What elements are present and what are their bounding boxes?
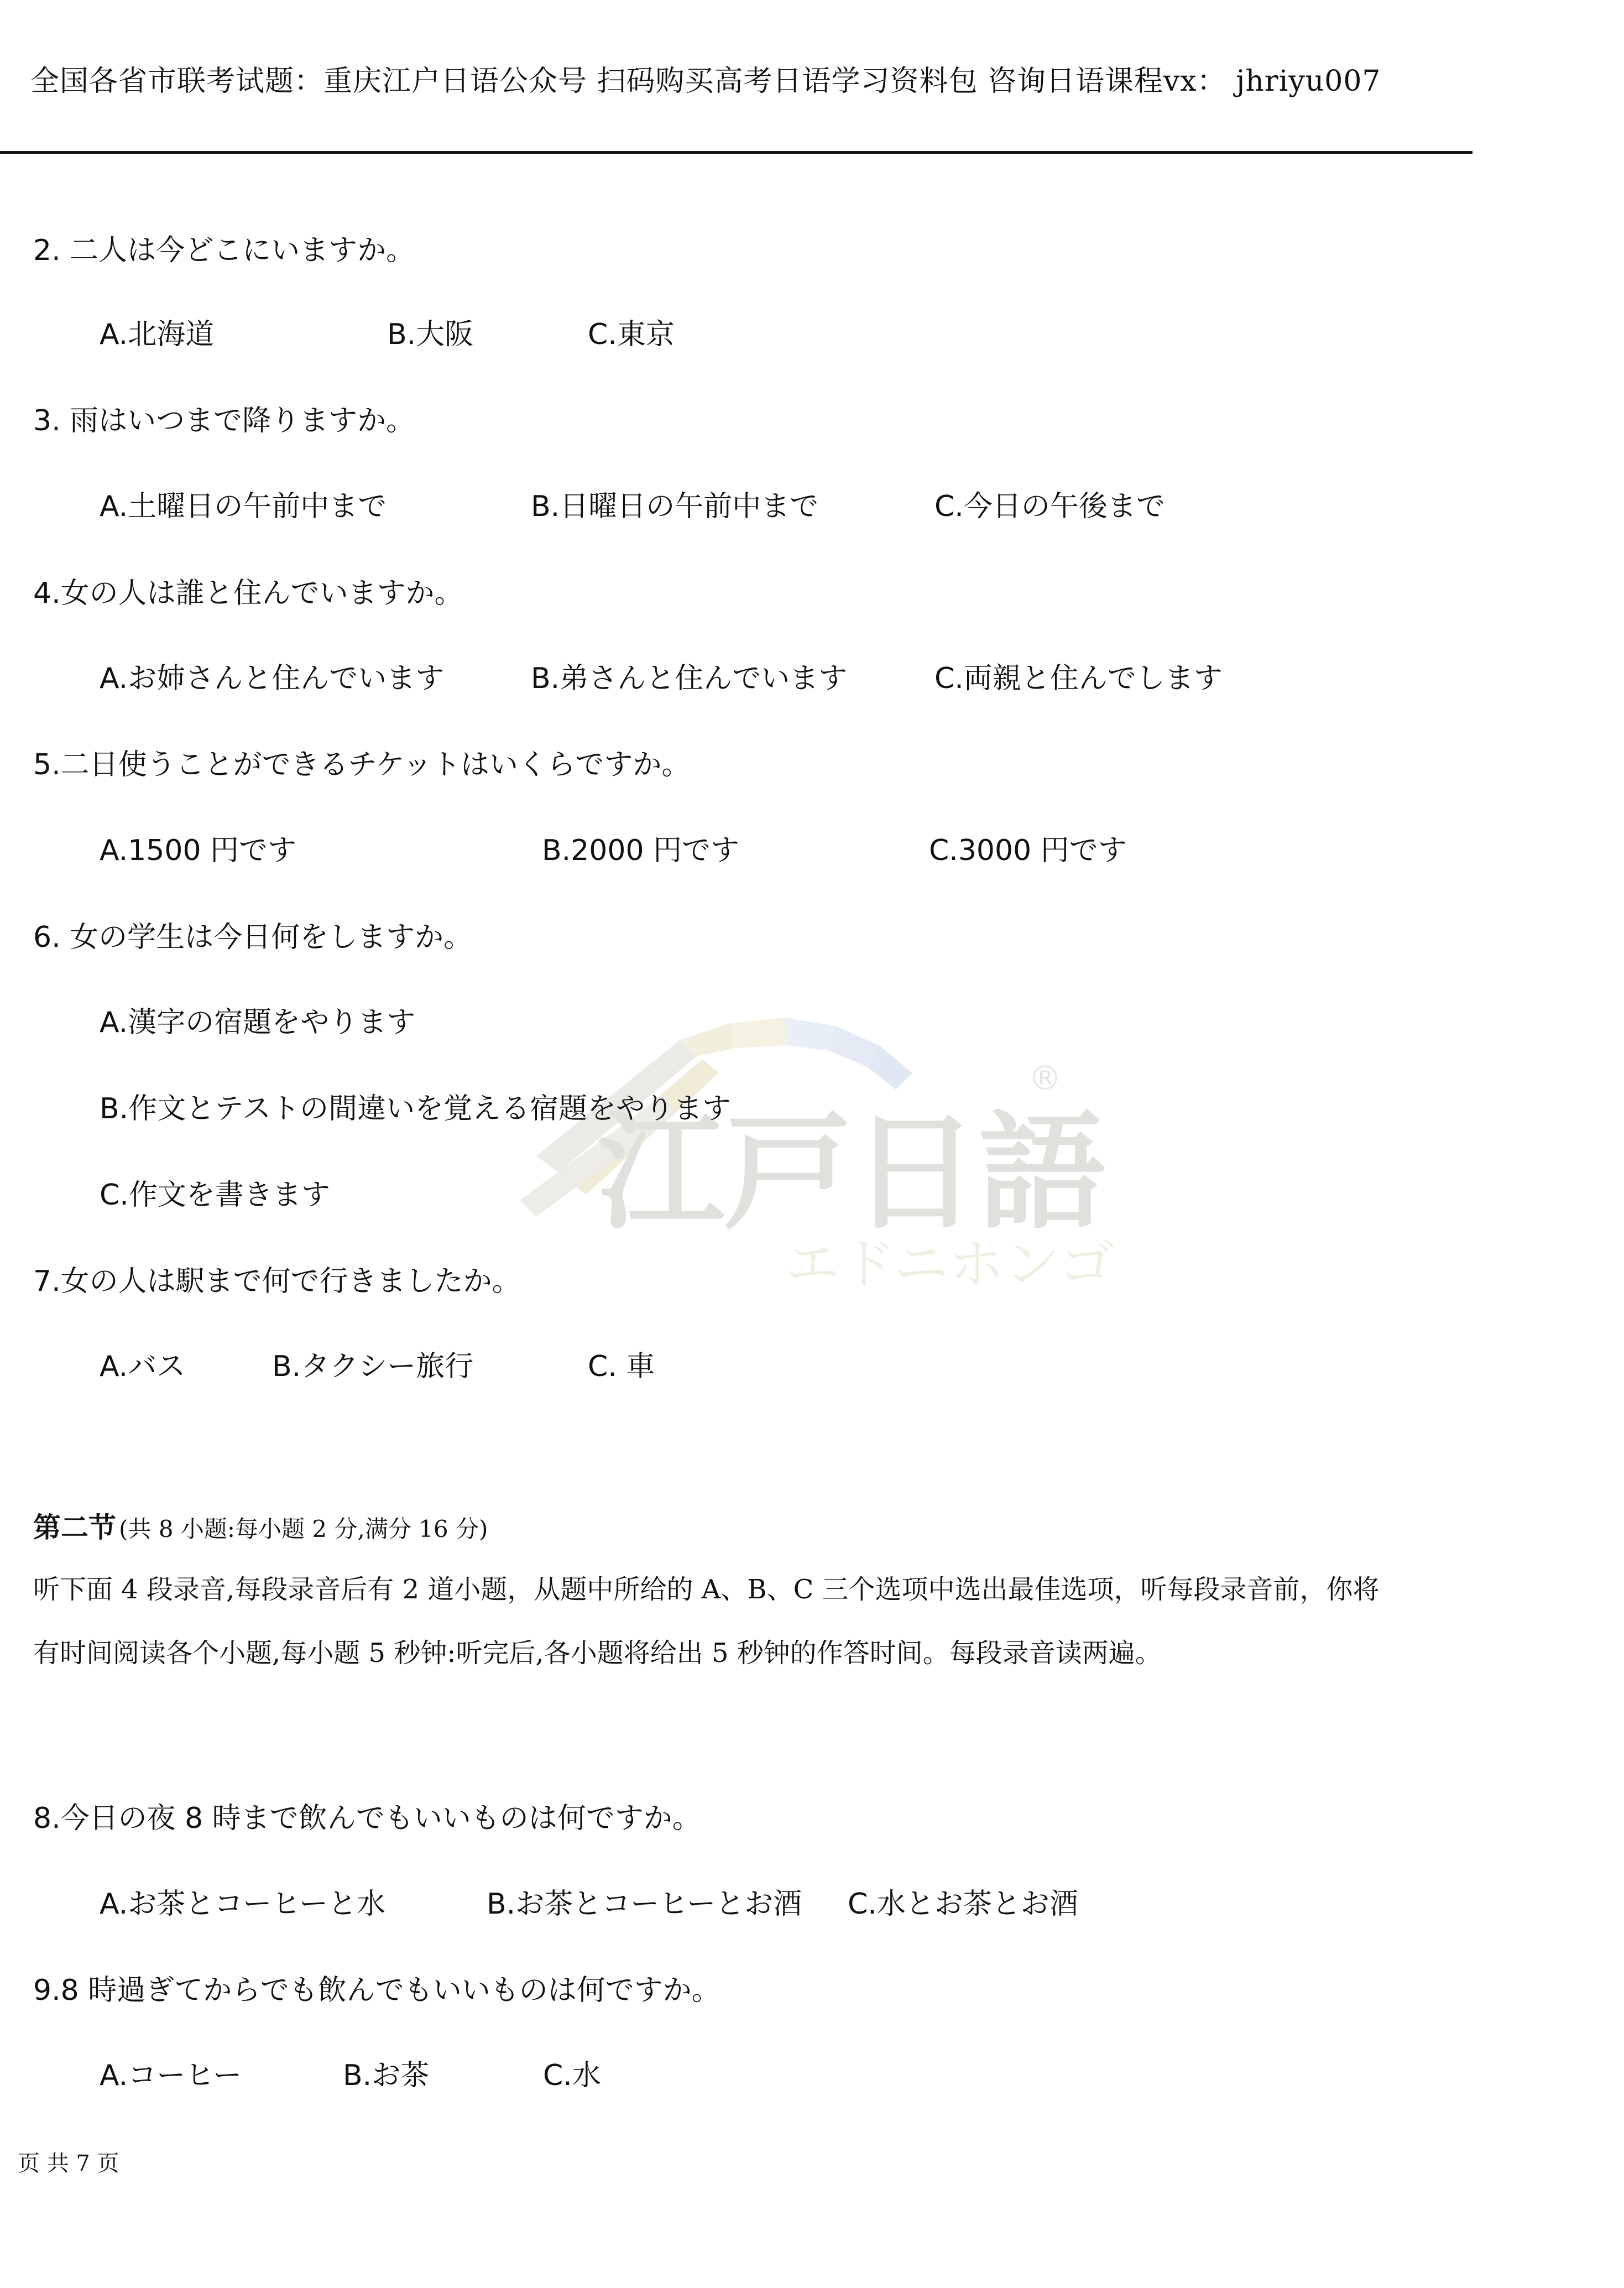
section-note: (共 8 小题:每小题 2 分,满分 16 分)	[119, 1515, 488, 1542]
question-7: 7.女の人は駅まで何で行きましたか。	[33, 1265, 521, 1298]
question-9: 9.8 時過ぎてからでも飲んでもいいものは何ですか。	[33, 1974, 720, 2007]
q8-option-b: B.お茶とコーヒーとお酒	[487, 1888, 802, 1921]
q2-option-a: A.北海道	[100, 318, 215, 351]
question-3: 3. 雨はいつまで降りますか。	[33, 404, 415, 437]
q4-option-b: B.弟さんと住んでいます	[531, 662, 848, 695]
q2-option-c: C.東京	[588, 318, 675, 351]
q3-option-c: C.今日の午後まで	[934, 490, 1165, 523]
section-heading	[33, 1505, 488, 1545]
q9-option-c: C.水	[543, 2059, 601, 2092]
watermark-kana: エドニホンゴ	[785, 1232, 1115, 1296]
edo-nihongo-watermark-logo	[498, 1018, 1117, 1305]
question-2: 2. 二人は今どこにいますか。	[33, 234, 415, 267]
question-5: 5.二日使うことができるチケットはいくらですか。	[33, 748, 691, 781]
question-6: 6. 女の学生は今日何をしますか。	[33, 921, 473, 954]
page-footer: 页 共 7 页	[18, 2151, 119, 2176]
q5-option-c: C.3000 円です	[929, 834, 1127, 867]
question-4: 4.女の人は誰と住んでいますか。	[33, 577, 463, 610]
q9-option-b: B.お茶	[343, 2059, 430, 2092]
q4-option-c: C.両親と住んでします	[934, 662, 1223, 695]
q4-option-a: A.お姉さんと住んでいます	[100, 662, 445, 695]
q6-option-a: A.漢字の宿題をやります	[100, 1006, 416, 1039]
q8-option-c: C.水とお茶とお酒	[848, 1888, 1078, 1921]
q3-option-b: B.日曜日の午前中まで	[531, 490, 819, 523]
section-instruction-line-1: 听下面 4 段录音,每段录音后有 2 道小题，从题中所给的 A、B、C 三个选项中选出最佳选项，听每段录音前，你将	[33, 1574, 1380, 1605]
question-8: 8.今日の夜 8 時まで飲んでもいいものは何ですか。	[33, 1802, 701, 1835]
q6-option-b: B.作文とテストの間違いを覚える宿題をやります	[100, 1092, 732, 1125]
q2-option-b: B.大阪	[387, 318, 474, 351]
q3-option-a: A.土曜日の午前中まで	[100, 490, 387, 523]
q7-option-c: C. 車	[588, 1350, 655, 1383]
q9-option-a: A.コーヒー	[100, 2059, 242, 2092]
section-title: 第二节	[33, 1511, 116, 1544]
header-divider	[0, 151, 1472, 154]
q5-option-b: B.2000 円です	[542, 834, 740, 867]
q6-option-c: C.作文を書きます	[100, 1179, 330, 1212]
page-header: 全国各省市联考试题：重庆江户日语公众号 扫码购买高考日语学习资料包 咨询日语课程vx： jhriyu007	[30, 65, 1381, 98]
section-instruction-line-2: 有时间阅读各个小题,每小题 5 秒钟:听完后,各小题将给出 5 秒钟的作答时间。每段录音读两遍。	[33, 1638, 1162, 1669]
q8-option-a: A.お茶とコーヒーと水	[100, 1888, 386, 1921]
registered-mark-icon: ®	[1028, 1059, 1062, 1098]
q5-option-a: A.1500 円です	[100, 834, 297, 867]
watermark-logo-text: 江戸日語	[597, 1098, 1106, 1247]
q7-option-b: B.タクシー旅行	[272, 1350, 474, 1383]
q7-option-a: A.バス	[100, 1350, 186, 1383]
